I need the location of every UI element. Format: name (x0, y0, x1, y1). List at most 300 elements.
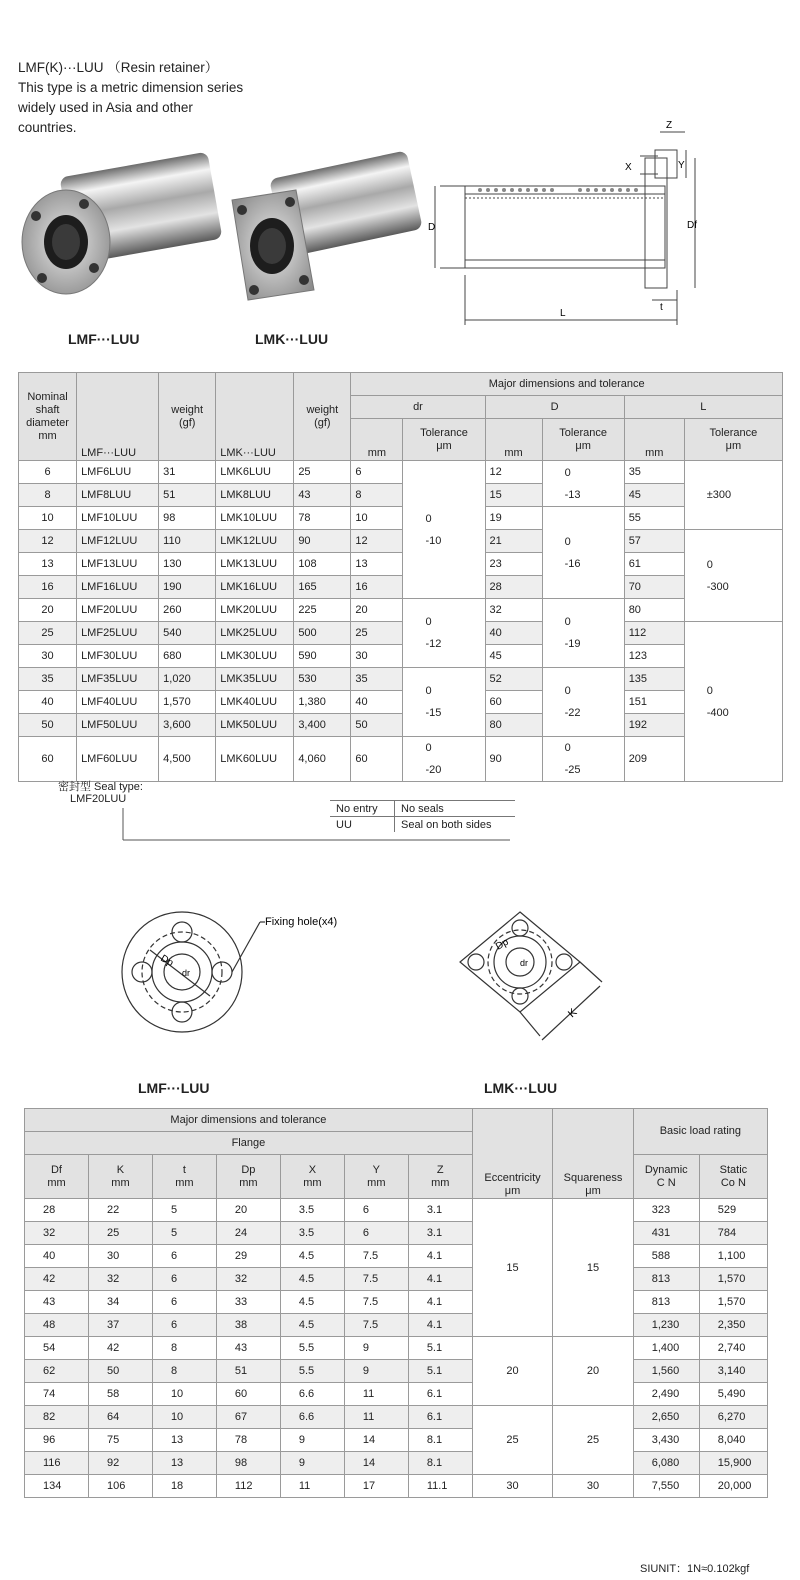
table-cell: 9 (344, 1360, 408, 1383)
intro-text (18, 58, 243, 138)
col-unit: mm (111, 1176, 130, 1189)
table-cell: 123 (624, 645, 684, 668)
dim-y-label: Y (678, 160, 685, 171)
table-cell: 5.1 (408, 1360, 472, 1383)
tolerance-value: ±300 (706, 489, 732, 501)
fixing-hole-label: Fixing hole(x4) (265, 916, 338, 928)
table-cell: 40 (485, 622, 542, 645)
table-row (19, 530, 783, 553)
table-cell: 110 (159, 530, 216, 553)
lmf-photo (22, 152, 223, 294)
dp-label-k: Dp (494, 936, 511, 953)
tolerance-value: -15 (425, 707, 442, 719)
table-row (25, 1452, 768, 1475)
table-cell: 78 (216, 1429, 280, 1452)
table-cell: 98 (216, 1452, 280, 1475)
table-cell: 7.5 (344, 1245, 408, 1268)
tolerance-cell (684, 461, 782, 530)
table-cell: 38 (216, 1314, 280, 1337)
table-cell: 30 (19, 645, 77, 668)
table-cell: 5 (152, 1199, 216, 1222)
tolerance-value: 0 (425, 616, 432, 628)
table-row (19, 484, 783, 507)
seal-table (330, 800, 515, 832)
tolerance-cell (403, 461, 485, 599)
header-L: L (624, 396, 782, 419)
table-cell: 8 (351, 484, 403, 507)
table-cell: 3,430 (633, 1429, 699, 1452)
dr-label: dr (182, 968, 191, 978)
table-cell: 40 (19, 691, 77, 714)
table-cell: 80 (485, 714, 542, 737)
table-cell: 2,650 (633, 1406, 699, 1429)
table-cell: 40 (25, 1245, 89, 1268)
table-cell: 540 (159, 622, 216, 645)
table-cell: 5,490 (699, 1383, 767, 1406)
seal-desc: Seal on both sides (395, 817, 516, 833)
col-header (25, 1155, 89, 1199)
table-cell: 6 (152, 1245, 216, 1268)
table-cell: 4.5 (280, 1291, 344, 1314)
table-cell: LMK20LUU (216, 599, 294, 622)
table-cell: 35 (19, 668, 77, 691)
table-cell: 23 (485, 553, 542, 576)
section-drawing (420, 110, 710, 340)
table-cell: 7,550 (633, 1475, 699, 1498)
col-unit: mm (175, 1176, 194, 1189)
tolerance-cell (542, 599, 624, 668)
lmf-label: LMF···LUU (68, 331, 140, 347)
table-cell: 1,570 (699, 1268, 767, 1291)
table-cell: LMF20LUU (77, 599, 159, 622)
tolerance-value: -12 (425, 638, 442, 650)
table-cell: 52 (485, 668, 542, 691)
table-row (25, 1245, 768, 1268)
table-cell: 1,380 (294, 691, 351, 714)
lmf-flange-label: LMF···LUU (138, 1080, 210, 1096)
col-name: t (182, 1163, 186, 1176)
tolerance-value: -19 (564, 638, 581, 650)
lmk-flange-view (460, 912, 602, 1040)
table-cell: 8.1 (408, 1429, 472, 1452)
tolerance-cell (403, 737, 485, 782)
table-cell: 2,490 (633, 1383, 699, 1406)
tolerance-value: -300 (706, 580, 729, 593)
tolerance-value: -10 (425, 534, 442, 547)
table-cell: 4.5 (280, 1245, 344, 1268)
tol-label: Tolerance (709, 426, 758, 439)
dim-x-label: X (625, 162, 632, 173)
table-cell: 13 (19, 553, 77, 576)
ecc-label: Eccentricity (484, 1172, 541, 1184)
table-cell: 1,230 (633, 1314, 699, 1337)
k-label: K (565, 1006, 580, 1021)
table-cell: 3.5 (280, 1222, 344, 1245)
table-cell: 3,140 (699, 1360, 767, 1383)
eccentricity-value: 20 (472, 1337, 552, 1406)
table-cell: 2,350 (699, 1314, 767, 1337)
col-dr-tol (403, 419, 485, 461)
table-cell: 21 (485, 530, 542, 553)
header-major: Major dimensions and tolerance (351, 373, 783, 396)
table-cell: 590 (294, 645, 351, 668)
tolerance-value: 0 (564, 742, 571, 754)
table-row (25, 1406, 768, 1429)
table-cell: 112 (624, 622, 684, 645)
table-cell: 813 (633, 1268, 699, 1291)
table-cell: 260 (159, 599, 216, 622)
tolerance-cell (403, 668, 485, 737)
table-row (19, 714, 783, 737)
seal-code: No entry (330, 801, 395, 817)
table-cell: 135 (624, 668, 684, 691)
table-cell: 90 (485, 737, 542, 782)
table-cell: LMF13LUU (77, 553, 159, 576)
col-name: Z (436, 1163, 444, 1176)
table-cell: LMK30LUU (216, 645, 294, 668)
table-row (25, 1360, 768, 1383)
eccentricity-value: 30 (472, 1475, 552, 1498)
table-cell: 43 (25, 1291, 89, 1314)
table-cell: 4.1 (408, 1291, 472, 1314)
table-row (19, 668, 783, 691)
table-cell: 11 (344, 1406, 408, 1429)
table-cell: 51 (216, 1360, 280, 1383)
table-cell: 7.5 (344, 1268, 408, 1291)
table-cell: 14 (344, 1429, 408, 1452)
col-name: Static (719, 1163, 748, 1176)
table-cell: 13 (351, 553, 403, 576)
table-cell: 5.1 (408, 1337, 472, 1360)
table-cell: 60 (216, 1383, 280, 1406)
tol-label: Tolerance (420, 426, 468, 439)
table-cell: 10 (152, 1383, 216, 1406)
table-cell: 108 (294, 553, 351, 576)
table-cell: 74 (25, 1383, 89, 1406)
tolerance-cell (542, 461, 624, 507)
table-cell: 10 (152, 1406, 216, 1429)
table-cell: 25 (88, 1222, 152, 1245)
table-cell: LMK35LUU (216, 668, 294, 691)
unit-label: μm (436, 439, 452, 452)
tolerance-value: -22 (564, 707, 581, 719)
col-name: Y (372, 1163, 380, 1176)
tolerance-value: 0 (706, 684, 713, 697)
dim-z-label: Z (666, 120, 673, 131)
table-cell: 25 (351, 622, 403, 645)
col-name: Dynamic (644, 1163, 688, 1176)
table-cell: 45 (485, 645, 542, 668)
table-cell: 45 (624, 484, 684, 507)
table-row (19, 691, 783, 714)
table-cell: 12 (485, 461, 542, 484)
table-cell: LMK10LUU (216, 507, 294, 530)
table-cell: 6 (19, 461, 77, 484)
table-cell: 12 (19, 530, 77, 553)
table-cell: 6 (344, 1222, 408, 1245)
table-cell: 15,900 (699, 1452, 767, 1475)
dim-d-label: D (428, 222, 436, 233)
table-cell: 6 (351, 461, 403, 484)
table-cell: 116 (25, 1452, 89, 1475)
table-row (25, 1222, 768, 1245)
table-row (25, 1383, 768, 1406)
table-cell: 8 (152, 1360, 216, 1383)
table-cell: 190 (159, 576, 216, 599)
dimension-table (18, 372, 783, 782)
col-dynamic (633, 1155, 699, 1199)
lmk-flange-label: LMK···LUU (484, 1080, 558, 1096)
tol-label: Tolerance (559, 426, 607, 439)
seal-example: LMF20LUU (70, 793, 127, 805)
table-row (25, 1429, 768, 1452)
unit-label: μm (504, 1185, 521, 1197)
table-cell: 4.1 (408, 1314, 472, 1337)
table-cell: 37 (88, 1314, 152, 1337)
table-cell: 25 (294, 461, 351, 484)
table-cell: 134 (25, 1475, 89, 1498)
table-cell: 30 (351, 645, 403, 668)
table-cell: 4.1 (408, 1245, 472, 1268)
table-cell: LMF10LUU (77, 507, 159, 530)
table-cell: 30 (88, 1245, 152, 1268)
tolerance-cell (403, 599, 485, 668)
table-cell: 51 (159, 484, 216, 507)
dim-t-label: t (660, 302, 663, 313)
col-name: K (116, 1163, 125, 1176)
col-header (152, 1155, 216, 1199)
table-cell: 588 (633, 1245, 699, 1268)
table-cell: 32 (88, 1268, 152, 1291)
table-cell: LMK16LUU (216, 576, 294, 599)
table-cell: 14 (344, 1452, 408, 1475)
table-cell: 11 (280, 1475, 344, 1498)
table-cell: 10 (19, 507, 77, 530)
product-photos (14, 150, 434, 320)
col-dr-mm: mm (351, 419, 403, 461)
table-row (19, 622, 783, 645)
table-cell: LMF30LUU (77, 645, 159, 668)
table-cell: 680 (159, 645, 216, 668)
table-cell: 32 (216, 1268, 280, 1291)
table-row (19, 599, 783, 622)
tolerance-value: 0 (425, 685, 432, 697)
table-cell: 6.6 (280, 1406, 344, 1429)
table-row (25, 1199, 768, 1222)
flange-drawings (110, 900, 630, 1070)
col-lmf-weight: weight (gf) (159, 373, 216, 461)
table-row (19, 645, 783, 668)
table-cell: 55 (624, 507, 684, 530)
intro-title: LMF(K)···LUU （Resin retainer） (18, 60, 219, 75)
table-cell: 6.6 (280, 1383, 344, 1406)
table-cell: 16 (351, 576, 403, 599)
table-cell: 112 (216, 1475, 280, 1498)
tolerance-value: -400 (706, 706, 729, 719)
table-cell: LMF25LUU (77, 622, 159, 645)
table-cell: LMF60LUU (77, 737, 159, 782)
col-unit: mm (239, 1176, 258, 1189)
squareness-value: 15 (553, 1199, 633, 1337)
table-cell: 20,000 (699, 1475, 767, 1498)
table-cell: 31 (159, 461, 216, 484)
table-cell: 60 (19, 737, 77, 782)
table-cell: 33 (216, 1291, 280, 1314)
tolerance-cell (684, 530, 782, 622)
seal-code: UU (330, 817, 395, 833)
table-cell: LMK50LUU (216, 714, 294, 737)
col-unit: mm (47, 1176, 66, 1189)
table-cell: 28 (485, 576, 542, 599)
table-row (25, 1337, 768, 1360)
table-cell: 106 (88, 1475, 152, 1498)
table-cell: 61 (624, 553, 684, 576)
table-cell: 40 (351, 691, 403, 714)
col-unit: mm (431, 1176, 450, 1189)
col-eccentricity (472, 1109, 552, 1199)
dp-label: Dp (158, 953, 176, 969)
table-cell: 5.5 (280, 1337, 344, 1360)
header-load: Basic load rating (633, 1109, 767, 1155)
intro-line: widely used in Asia and other (18, 100, 193, 115)
table-cell: 4.1 (408, 1268, 472, 1291)
table-cell: 20 (216, 1199, 280, 1222)
sq-label: Squareness (563, 1172, 623, 1184)
col-header (280, 1155, 344, 1199)
col-nominal: Nominal shaft diameter mm (19, 373, 77, 461)
table-cell: 5.5 (280, 1360, 344, 1383)
table-cell: 17 (344, 1475, 408, 1498)
table-cell: 78 (294, 507, 351, 530)
table-cell: 96 (25, 1429, 89, 1452)
table-cell: LMF8LUU (77, 484, 159, 507)
table-row (19, 553, 783, 576)
table-cell: 62 (25, 1360, 89, 1383)
col-static (699, 1155, 767, 1199)
table-cell: 3.1 (408, 1199, 472, 1222)
table-cell: 12 (351, 530, 403, 553)
tolerance-cell (542, 507, 624, 599)
table-cell: 80 (624, 599, 684, 622)
table-cell: 15 (485, 484, 542, 507)
table-cell: 50 (351, 714, 403, 737)
table-cell: 209 (624, 737, 684, 782)
table-cell: 48 (25, 1314, 89, 1337)
lmf-flange-view (122, 912, 265, 1032)
table-cell: LMF35LUU (77, 668, 159, 691)
table-row (25, 1314, 768, 1337)
table-cell: LMK40LUU (216, 691, 294, 714)
table-cell: 50 (88, 1360, 152, 1383)
col-name: Dp (241, 1163, 256, 1176)
table-cell: 10 (351, 507, 403, 530)
dr-label-k: dr (520, 958, 529, 968)
header-flange: Flange (25, 1132, 473, 1155)
table-row (19, 576, 783, 599)
tolerance-value: 0 (564, 685, 571, 697)
footer-unit: SIUNIT：1N≈0.102kgf (640, 1563, 750, 1575)
table-cell: 6,080 (633, 1452, 699, 1475)
seal-desc: No seals (395, 801, 516, 817)
col-header (88, 1155, 152, 1199)
table-cell: 9 (280, 1452, 344, 1475)
col-lmk-weight: weight (gf) (294, 373, 351, 461)
table-cell: 35 (624, 461, 684, 484)
table-cell: 60 (351, 737, 403, 782)
lmk-photo (232, 150, 423, 300)
tolerance-value: -25 (564, 764, 581, 776)
table-row (25, 1291, 768, 1314)
table-cell: 500 (294, 622, 351, 645)
table-cell: 16 (19, 576, 77, 599)
eccentricity-value: 25 (472, 1406, 552, 1475)
table-cell: 57 (624, 530, 684, 553)
table-cell: 24 (216, 1222, 280, 1245)
table-cell: 9 (280, 1429, 344, 1452)
table-cell: 530 (294, 668, 351, 691)
table-cell: 34 (88, 1291, 152, 1314)
table-cell: 6 (152, 1268, 216, 1291)
tolerance-value: 0 (706, 558, 713, 571)
table-cell: 6 (152, 1314, 216, 1337)
table-cell: 7.5 (344, 1314, 408, 1337)
table-cell: 32 (485, 599, 542, 622)
table-cell: 323 (633, 1199, 699, 1222)
table-cell: 3.1 (408, 1222, 472, 1245)
col-header (344, 1155, 408, 1199)
table-cell: 4.5 (280, 1314, 344, 1337)
table-row (19, 737, 783, 782)
col-lmf-model: LMF···LUU (77, 373, 159, 461)
table-cell: 90 (294, 530, 351, 553)
table-cell: 42 (25, 1268, 89, 1291)
table-cell: 35 (351, 668, 403, 691)
table-cell: LMF12LUU (77, 530, 159, 553)
col-L-tol (684, 419, 782, 461)
lmk-label: LMK···LUU (255, 331, 329, 347)
tolerance-cell (684, 622, 782, 782)
table-cell: 431 (633, 1222, 699, 1245)
table-cell: 225 (294, 599, 351, 622)
col-squareness (553, 1109, 633, 1199)
tolerance-value: -16 (564, 557, 581, 570)
dim-df-label: Df (687, 220, 697, 231)
table-cell: 4,500 (159, 737, 216, 782)
col-header (216, 1155, 280, 1199)
table-cell: LMK12LUU (216, 530, 294, 553)
col-L-mm: mm (624, 419, 684, 461)
table-cell: 60 (485, 691, 542, 714)
table-cell: 8.1 (408, 1452, 472, 1475)
table-cell: 1,560 (633, 1360, 699, 1383)
table-cell: 58 (88, 1383, 152, 1406)
col-D-mm: mm (485, 419, 542, 461)
table-cell: 42 (88, 1337, 152, 1360)
table-cell: 2,740 (699, 1337, 767, 1360)
table-cell: 6.1 (408, 1406, 472, 1429)
col-name: Df (50, 1163, 62, 1176)
tolerance-value: 0 (564, 466, 571, 479)
header-major-2: Major dimensions and tolerance (25, 1109, 473, 1132)
table-cell: 67 (216, 1406, 280, 1429)
eccentricity-value: 15 (472, 1199, 552, 1337)
header-D: D (485, 396, 624, 419)
squareness-value: 30 (553, 1475, 633, 1498)
col-unit: mm (303, 1176, 322, 1189)
squareness-value: 20 (553, 1337, 633, 1406)
table-row (25, 1268, 768, 1291)
table-cell: 1,020 (159, 668, 216, 691)
